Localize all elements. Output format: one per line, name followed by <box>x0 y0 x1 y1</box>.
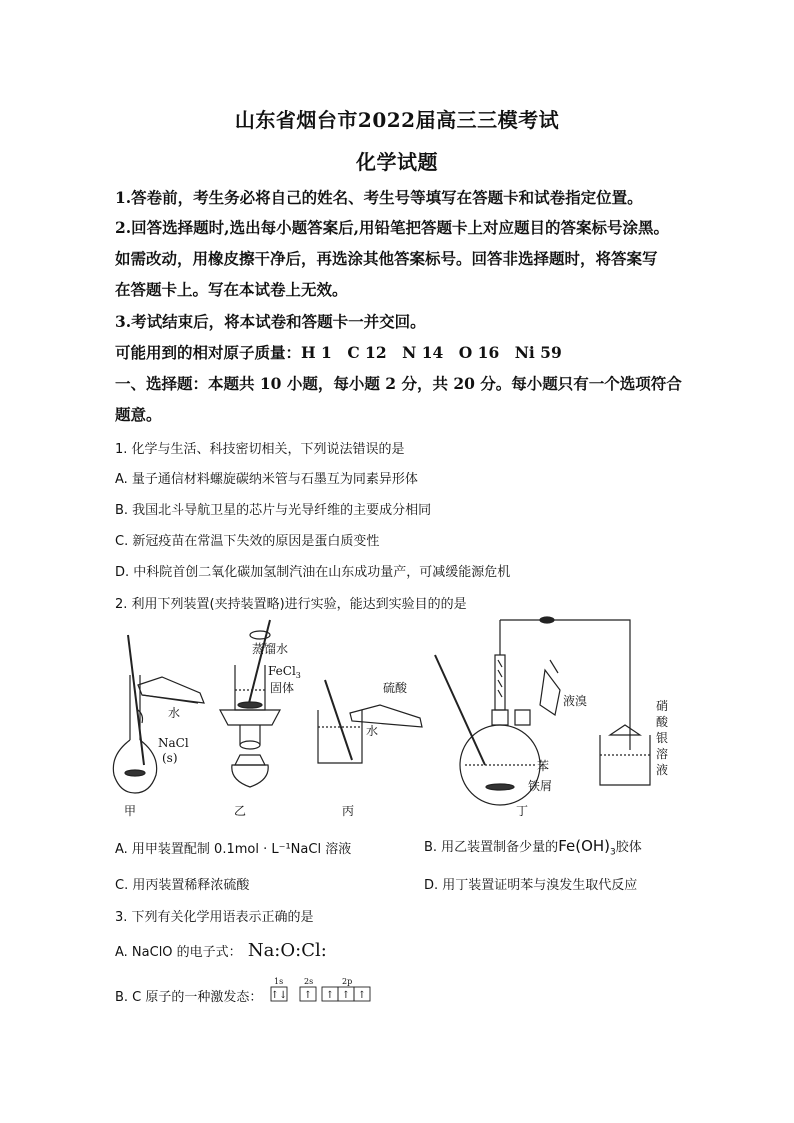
section1-heading: 一、选择题：本题共 10 小题，每小题 2 分，共 20 分。每小题只有一个选项符合 <box>115 374 682 393</box>
note-4: 在答题卡上。写在本试卷上无效。 <box>115 280 348 299</box>
q1-stem: 1. 化学与生活、科技密切相关，下列说法错误的是 <box>115 442 405 457</box>
q2-stem: 2. 利用下列装置(夹持装置略)进行实验，能达到实验目的的是 <box>115 597 467 612</box>
q2-apparatus-figure <box>100 615 680 825</box>
note-5: 3.考试结束后，将本试卷和答题卡一并交回。 <box>115 312 426 331</box>
orbital-box-2p-3: ↑ <box>357 990 367 1001</box>
apparatus-jia <box>113 635 204 793</box>
label-fecl3: FeCl$_3$ <box>268 664 301 680</box>
note-2: 2.回答选择题时,选出每小题答案后,用铅笔把答题卡上对应题目的答案标号涂黑。 <box>115 218 669 237</box>
orbital-diagram <box>268 976 388 1006</box>
orbital-box-1s: ↑↓ <box>270 990 288 1001</box>
note-3: 如需改动，用橡皮擦干净后，再选涂其他答案标号。回答非选择题时，将答案写 <box>115 249 658 268</box>
q3-stem: 3. 下列有关化学用语表示正确的是 <box>115 910 314 925</box>
orbital-box-2p-2: ↑ <box>341 990 351 1001</box>
caption-jia: 甲 <box>124 804 137 818</box>
label-nacl-state: (s) <box>162 751 178 765</box>
label-solid: 固体 <box>270 681 295 695</box>
orbital-box-2s: ↑ <box>303 990 313 1001</box>
label-water-1: 水 <box>168 706 181 720</box>
label-nacl: NaCl <box>158 736 189 750</box>
caption-bing: 丙 <box>342 804 355 818</box>
q2-option-c: C. 用丙装置稀释浓硫酸 <box>115 878 250 893</box>
label-water-2: 水 <box>366 724 379 738</box>
q1-option-d: D. 中科院首创二氧化碳加氢制汽油在山东成功量产，可减缓能源危机 <box>115 565 511 580</box>
atomic-masses: 可能用到的相对原子质量：H 1 C 12 N 14 O 16 Ni 59 <box>115 343 562 362</box>
naclo-electron-formula: Na:O:Cl: <box>247 940 327 961</box>
orbital-label-1s: 1s <box>274 977 284 986</box>
q2-option-a: A. 用甲装置配制 0.1mol · L⁻¹NaCl 溶液 <box>115 842 352 857</box>
orbital-label-2p: 2p <box>342 977 353 986</box>
q3-option-b: B. C 原子的一种激发态： <box>115 990 263 1005</box>
label-benzene: 苯 <box>537 759 550 773</box>
exam-title: 山东省烟台市2022届高三三模考试 <box>234 108 560 132</box>
q2-option-b: B. 用乙装置制备少量的$Fe(OH)_3$胶体 <box>424 837 642 858</box>
q1-option-a: A. 量子通信材料螺旋碳纳米管与石墨互为同素异形体 <box>115 472 418 487</box>
label-agno3-4: 溶 <box>656 747 669 761</box>
q3-option-a: A. NaClO 的电子式： Na:O:Cl: <box>115 940 327 961</box>
orbital-box-2p-1: ↑ <box>325 990 335 1001</box>
q1-option-b: B. 我国北斗导航卫星的芯片与光导纤维的主要成分相同 <box>115 503 432 518</box>
label-sulfuric-acid: 硫酸 <box>383 681 408 695</box>
label-liquid-bromine: 液溴 <box>563 694 588 708</box>
section1-heading-cont: 题意。 <box>115 405 162 424</box>
label-iron-filings: 铁屑 <box>528 779 553 793</box>
note-1: 1.答卷前，考生务必将自己的姓名、考生号等填写在答题卡和试卷指定位置。 <box>115 188 643 207</box>
apparatus-ding <box>435 617 650 805</box>
label-agno3-2: 酸 <box>656 715 669 729</box>
q1-option-c: C. 新冠疫苗在常温下失效的原因是蛋白质变性 <box>115 534 380 549</box>
label-agno3-5: 液 <box>656 763 669 777</box>
caption-yi: 乙 <box>234 804 247 818</box>
label-agno3-3: 银 <box>656 731 669 745</box>
caption-ding: 丁 <box>516 804 529 818</box>
label-distilled-water: 蒸馏水 <box>252 642 289 656</box>
subject-title: 化学试题 <box>356 150 438 174</box>
orbital-label-2s: 2s <box>304 977 314 986</box>
q2-option-d: D. 用丁装置证明苯与溴发生取代反应 <box>424 878 638 893</box>
label-agno3-1: 硝 <box>656 699 669 713</box>
